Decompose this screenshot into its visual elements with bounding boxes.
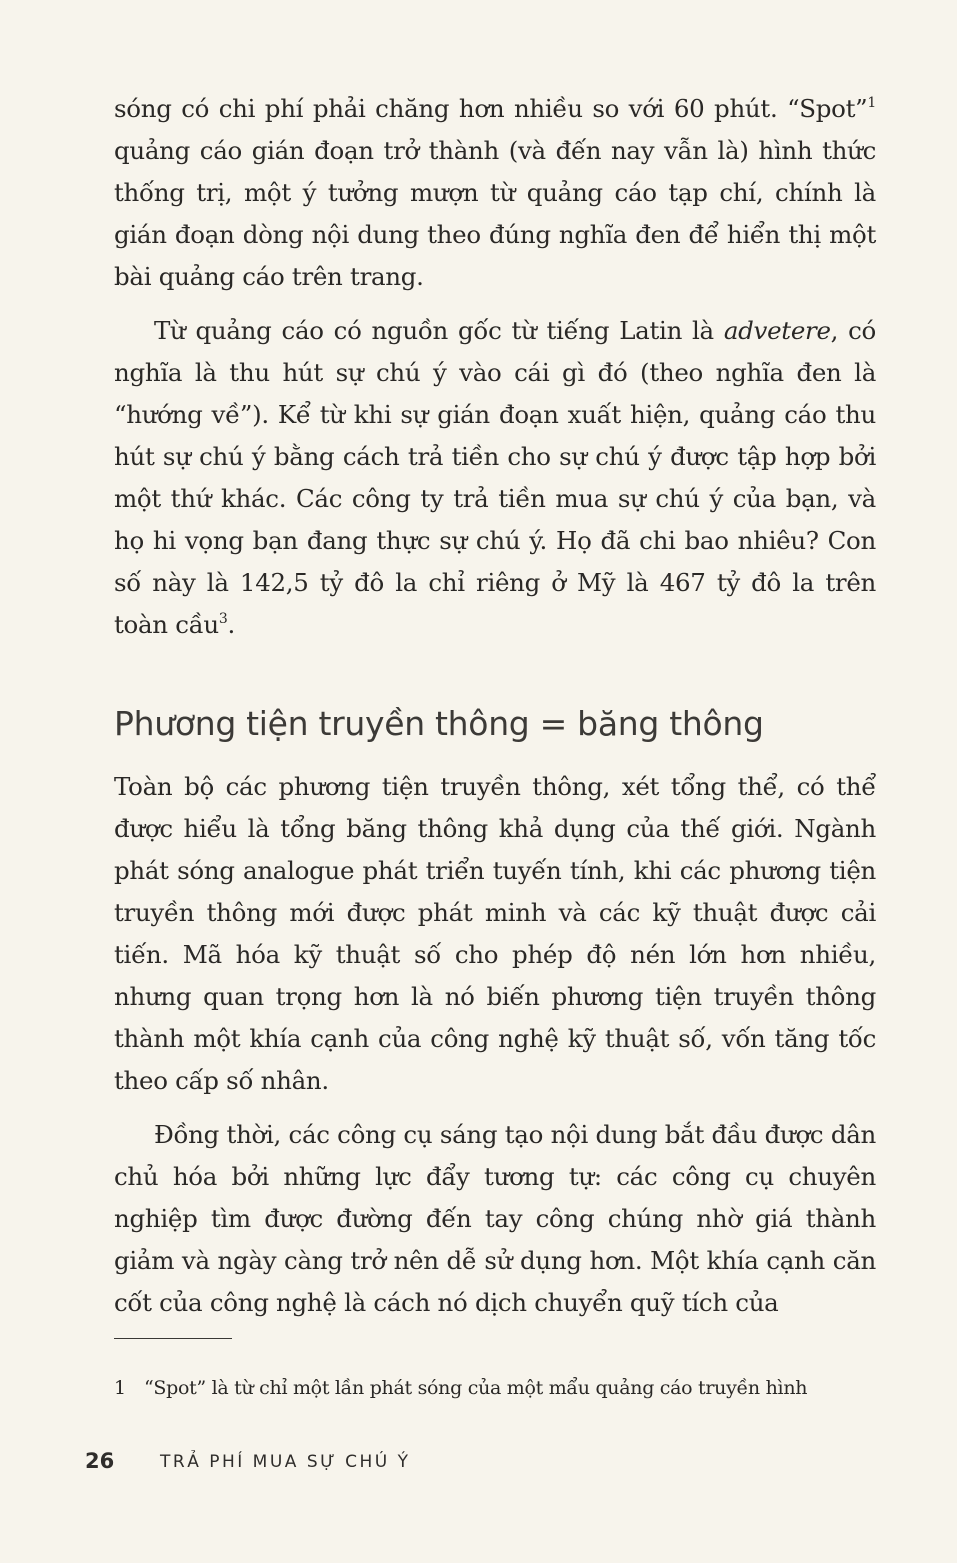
- footnote-text: “Spot” là từ chỉ một lần phát sóng của một mẩu quảng cáo truyền hình: [144, 1377, 808, 1399]
- body-paragraph-4: [114, 1114, 876, 1324]
- footnote-number: 1: [114, 1377, 126, 1399]
- latin-term: advetere: [723, 316, 831, 345]
- paragraph-1-text-b: quảng cáo gián đoạn trở thành (và đến nay vẫn là) hình thức thống trị, một ý tưởng mượn từ quảng cáo tạp chí, chính là gián đoạn dòng nội dung theo đúng nghĩa đen để hiển thị một bài quảng cáo trên trang.: [114, 136, 876, 291]
- body-paragraph-1: [114, 88, 876, 298]
- paragraph-3-text: Toàn bộ các phương tiện truyền thông, xét tổng thể, có thể được hiểu là tổng băng thông khả dụng của thế giới. Ngành phát sóng analogue phát triển tuyến tính, khi các phương tiện truyền thông mới được phát minh và các kỹ thuật được cải tiến. Mã hóa kỹ thuật số cho phép độ nén lớn hơn nhiều, nhưng quan trọng hơn là nó biến phương tiện truyền thông thành một khía cạnh của công nghệ kỹ thuật số, vốn tăng tốc theo cấp số nhân.: [114, 772, 876, 1095]
- paragraph-4-text: Đồng thời, các công cụ sáng tạo nội dung bắt đầu được dân chủ hóa bởi những lực đẩy tương tự: các công cụ chuyên nghiệp tìm được đường đến tay công chúng nhờ giá thành giảm và ngày càng trở nên dễ sử dụng hơn. Một khía cạnh căn cốt của công nghệ là cách nó dịch chuyển quỹ tích của: [114, 1120, 876, 1317]
- footnote-divider: [114, 1338, 232, 1339]
- section-heading: Phương tiện truyền thông = băng thông: [114, 704, 764, 743]
- footnote-marker-3: 3: [218, 611, 228, 627]
- page-number: 26: [85, 1449, 115, 1473]
- footnote-marker-1: 1: [867, 95, 876, 111]
- paragraph-2-text-a: Từ quảng cáo có nguồn gốc từ tiếng Latin là: [154, 316, 724, 345]
- paragraph-1-text-a: sóng có chi phí phải chăng hơn nhiều so với 60 phút. “Spot”: [114, 94, 868, 123]
- footnote: [114, 1374, 884, 1402]
- running-head: TRẢ PHÍ MUA SỰ CHÚ Ý: [160, 1452, 411, 1472]
- paragraph-2-text-c: .: [227, 610, 235, 639]
- body-paragraph-2: [114, 310, 876, 646]
- paragraph-2-text-b: , có nghĩa là thu hút sự chú ý vào cái gì đó (theo nghĩa đen là “hướng về”). Kể từ khi sự gián đoạn xuất hiện, quảng cáo thu hút sự chú ý bằng cách trả tiền cho sự chú ý được tập hợp bởi một thứ khác. Các công ty trả tiền mua sự chú ý của bạn, và họ hi vọng bạn đang thực sự chú ý. Họ đã chi bao nhiêu? Con số này là 142,5 tỷ đô la chỉ riêng ở Mỹ là 467 tỷ đô la trên toàn cầu: [114, 316, 876, 639]
- body-paragraph-3: [114, 766, 876, 1102]
